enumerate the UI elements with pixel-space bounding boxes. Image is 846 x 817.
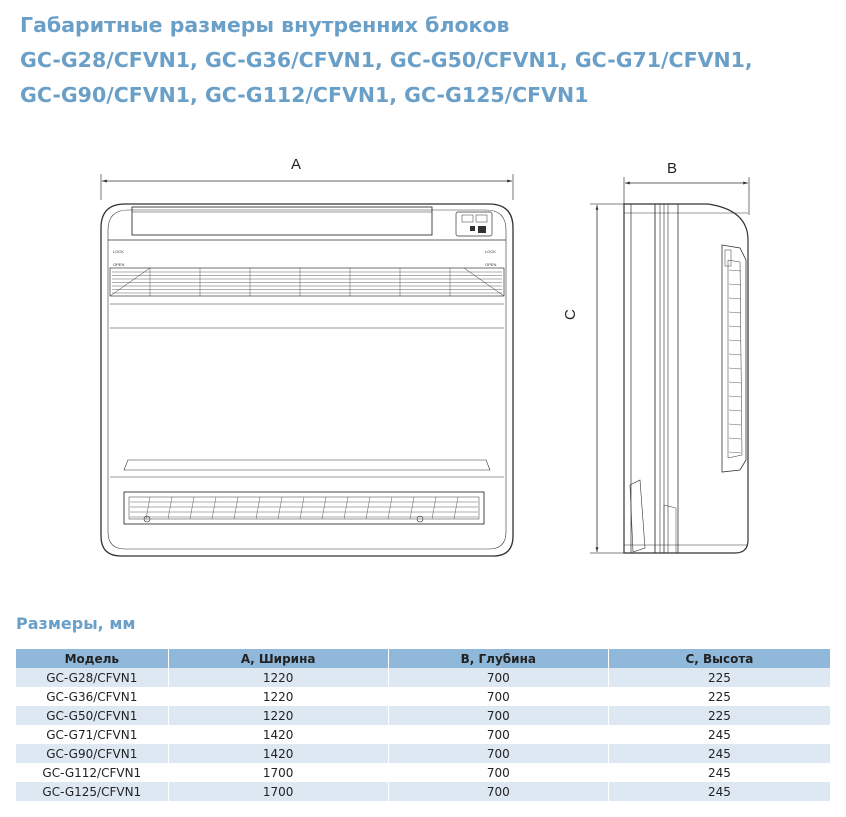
cell-height: 245 xyxy=(608,763,830,782)
cell-model: GC-G28/CFVN1 xyxy=(16,668,168,687)
sizes-heading: Размеры, мм xyxy=(16,614,136,633)
table-row xyxy=(16,725,830,744)
table-header-row xyxy=(16,649,830,668)
cell-height: 245 xyxy=(608,744,830,763)
title-line-1: Габаритные размеры внутренних блоков xyxy=(20,13,510,37)
table-row xyxy=(16,744,830,763)
sizes-table xyxy=(16,649,830,801)
table-row xyxy=(16,782,830,801)
cell-depth: 700 xyxy=(388,706,608,725)
side-view xyxy=(624,204,748,553)
dimension-a-label: A xyxy=(291,156,302,173)
cell-model: GC-G36/CFVN1 xyxy=(16,687,168,706)
cell-height: 225 xyxy=(608,687,830,706)
cell-model: GC-G125/CFVN1 xyxy=(16,782,168,801)
cell-depth: 700 xyxy=(388,725,608,744)
front-view xyxy=(101,204,513,556)
cell-width: 1220 xyxy=(168,687,388,706)
dimension-b-label: B xyxy=(667,160,678,177)
open-left-label: OPEN xyxy=(113,262,125,267)
open-right-label: OPEN xyxy=(485,262,497,267)
dimension-c-label: C xyxy=(562,309,579,320)
cell-width: 1420 xyxy=(168,744,388,763)
cell-width: 1700 xyxy=(168,782,388,801)
cell-depth: 700 xyxy=(388,668,608,687)
cell-model: GC-G112/CFVN1 xyxy=(16,763,168,782)
table-row xyxy=(16,687,830,706)
lock-right-label: LOCK xyxy=(485,249,496,254)
table-row xyxy=(16,668,830,687)
title-line-2: GC-G28/CFVN1, GC-G36/CFVN1, GC-G50/CFVN1, GC-G71/CFVN1, xyxy=(20,48,753,72)
dimension-a xyxy=(101,156,513,200)
column-header-height: С, Высота xyxy=(608,649,830,668)
cell-depth: 700 xyxy=(388,782,608,801)
cell-model: GC-G50/CFVN1 xyxy=(16,706,168,725)
cell-height: 245 xyxy=(608,782,830,801)
cell-model: GC-G71/CFVN1 xyxy=(16,725,168,744)
cell-width: 1700 xyxy=(168,763,388,782)
title-line-3: GC-G90/CFVN1, GC-G112/CFVN1, GC-G125/CFVN1 xyxy=(20,83,589,107)
cell-depth: 700 xyxy=(388,687,608,706)
column-header-model: Модель xyxy=(16,649,168,668)
cell-width: 1420 xyxy=(168,725,388,744)
dimension-b xyxy=(624,160,749,215)
table-row xyxy=(16,706,830,725)
column-header-width: А, Ширина xyxy=(168,649,388,668)
cell-depth: 700 xyxy=(388,744,608,763)
cell-height: 225 xyxy=(608,668,830,687)
cell-model: GC-G90/CFVN1 xyxy=(16,744,168,763)
cell-width: 1220 xyxy=(168,706,388,725)
cell-width: 1220 xyxy=(168,668,388,687)
column-header-depth: B, Глубина xyxy=(388,649,608,668)
cell-depth: 700 xyxy=(388,763,608,782)
lock-left-label: LOCK xyxy=(113,249,124,254)
dimension-c xyxy=(562,204,630,553)
table-row xyxy=(16,763,830,782)
cell-height: 225 xyxy=(608,706,830,725)
cell-height: 245 xyxy=(608,725,830,744)
